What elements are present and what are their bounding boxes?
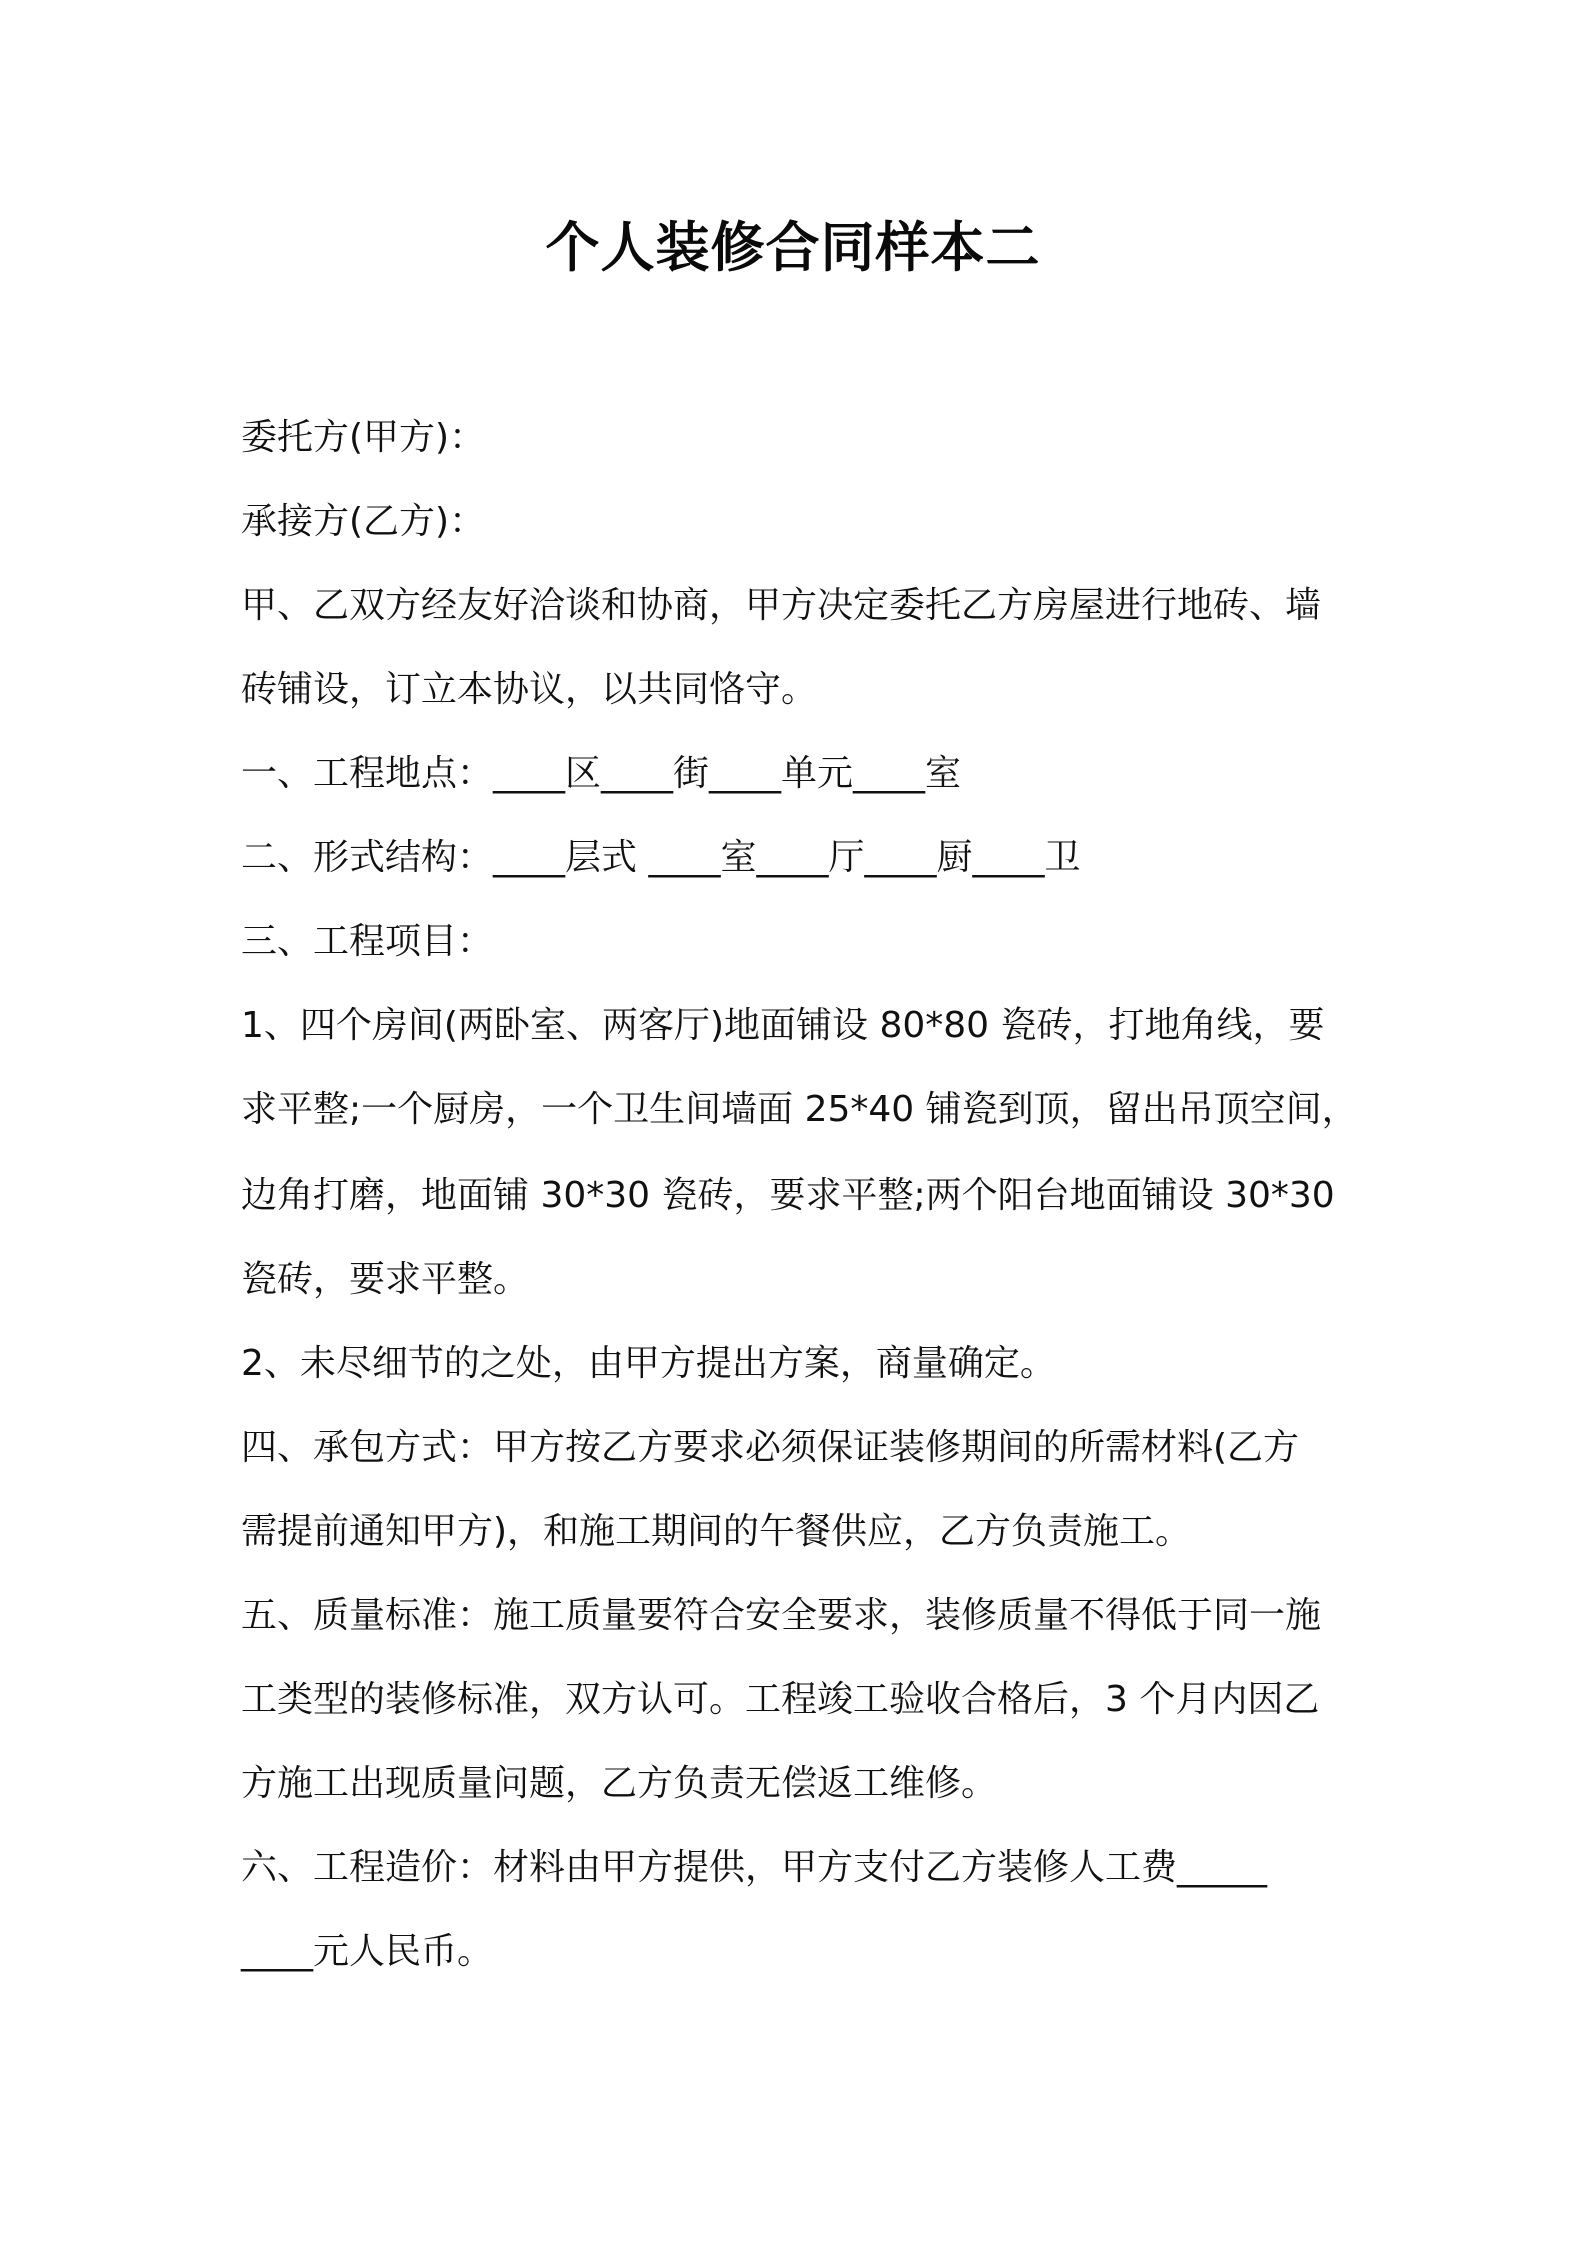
item-1-line-2: 求平整;一个厨房，一个卫生间墙面 25*40 铺瓷到顶，留出吊顶空间，	[241, 1089, 1358, 1130]
document-title: 个人装修合同样本二	[545, 216, 1041, 279]
item-2-line: 2、未尽细节的之处，由甲方提出方案，商量确定。	[241, 1343, 1056, 1384]
clause-6-line-2: ____元人民币。	[241, 1931, 494, 1972]
clause-2-structure: 二、形式结构：____层式 ____室____厅____厨____卫	[241, 837, 1081, 878]
contractor-party-line: 承接方(乙方)：	[241, 501, 486, 542]
item-1-line-1: 1、四个房间(两卧室、两客厅)地面铺设 80*80 瓷砖，打地角线，要	[241, 1005, 1325, 1046]
preamble-line-1: 甲、乙双方经友好洽谈和协商，甲方决定委托乙方房屋进行地砖、墙	[241, 585, 1322, 626]
clause-3-heading: 三、工程项目：	[241, 921, 494, 962]
preamble-line-2: 砖铺设，订立本协议，以共同恪守。	[241, 669, 818, 710]
clause-5-line-3: 方施工出现质量问题，乙方负责无偿返工维修。	[241, 1763, 998, 1804]
clause-5-line-2: 工类型的装修标准，双方认可。工程竣工验收合格后，3 个月内因乙	[241, 1679, 1320, 1720]
item-1-line-4: 瓷砖，要求平整。	[241, 1259, 530, 1300]
client-party-line: 委托方(甲方)：	[241, 417, 486, 458]
clause-4-line-1: 四、承包方式：甲方按乙方要求必须保证装修期间的所需材料(乙方	[241, 1427, 1300, 1468]
clause-4-line-2: 需提前通知甲方)，和施工期间的午餐供应，乙方负责施工。	[241, 1511, 1192, 1552]
clause-1-location: 一、工程地点：____区____街____单元____室	[241, 753, 962, 794]
item-1-line-3: 边角打磨，地面铺 30*30 瓷砖，要求平整;两个阳台地面铺设 30*30	[241, 1175, 1335, 1216]
clause-6-line-1: 六、工程造价：材料由甲方提供，甲方支付乙方装修人工费_____	[241, 1847, 1268, 1888]
clause-5-line-1: 五、质量标准：施工质量要符合安全要求，装修质量不得低于同一施	[241, 1595, 1322, 1636]
